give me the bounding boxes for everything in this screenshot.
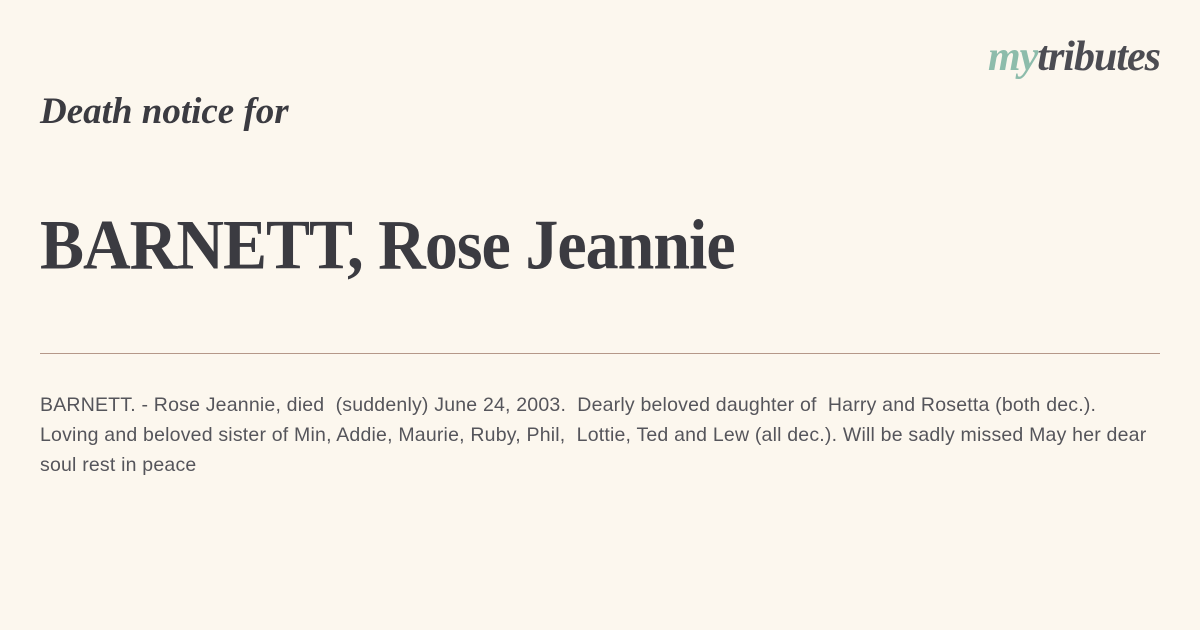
logo-text-my: my	[987, 34, 1038, 80]
deceased-name-heading: BARNETT, Rose Jeannie	[40, 205, 735, 285]
divider-line	[40, 353, 1160, 354]
header-logo-row	[988, 36, 1160, 78]
mytributes-logo[interactable]	[988, 34, 1160, 80]
death-notice-eyebrow: Death notice for	[40, 91, 289, 132]
notice-body-text: BARNETT. - Rose Jeannie, died (suddenly) June 24, 2003. Dearly beloved daughter of Harry and Rosetta (both dec.). Loving and beloved sister of Min, Addie, Maurie, Ruby, Phil, Lottie, Ted and Lew (all dec.). Will be sadly missed May her dear soul rest in peace	[40, 394, 1153, 476]
logo-text-tributes: tributes	[1037, 34, 1160, 80]
